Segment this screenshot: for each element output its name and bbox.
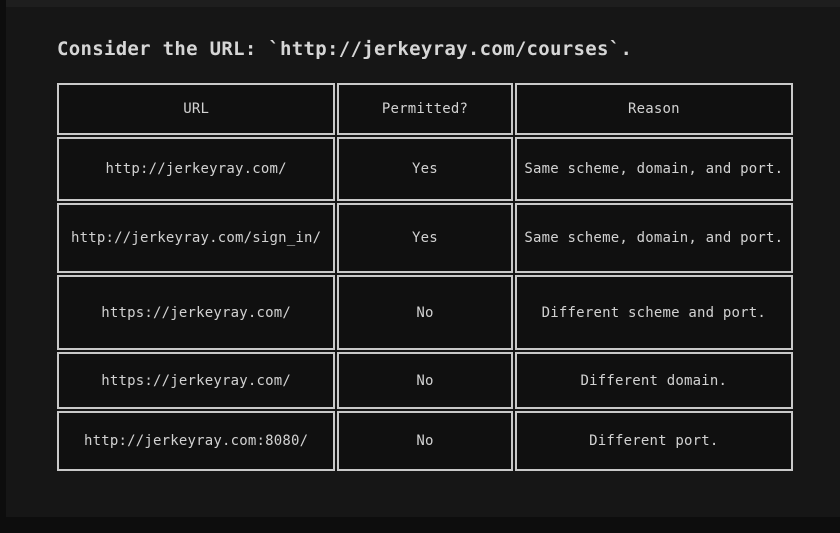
same-origin-table — [55, 81, 795, 473]
note-content — [6, 7, 840, 473]
url-cell: http://jerkeyray.com:8080/ — [57, 411, 335, 471]
url-cell: http://jerkeyray.com/ — [57, 137, 335, 201]
reason-cell: Different domain. — [515, 352, 793, 409]
url-cell: https://jerkeyray.com/ — [57, 275, 335, 350]
url-cell: http://jerkeyray.com/sign_in/ — [57, 203, 335, 273]
table-row — [57, 137, 793, 201]
top-edge-strip — [0, 0, 840, 7]
permitted-cell: No — [337, 275, 512, 350]
permitted-cell: No — [337, 411, 512, 471]
table-header-row — [57, 83, 793, 135]
url-cell: https://jerkeyray.com/ — [57, 352, 335, 409]
column-header-url: URL — [57, 83, 335, 135]
table-row — [57, 275, 793, 350]
table-row — [57, 352, 793, 409]
reason-cell: Different scheme and port. — [515, 275, 793, 350]
reason-cell: Same scheme, domain, and port. — [515, 203, 793, 273]
page-title: Consider the URL: `http://jerkeyray.com/courses`. — [57, 38, 633, 60]
permitted-cell: Yes — [337, 137, 512, 201]
table-row — [57, 411, 793, 471]
column-header-permitted: Permitted? — [337, 83, 512, 135]
permitted-cell: Yes — [337, 203, 512, 273]
table-row — [57, 203, 793, 273]
permitted-cell: No — [337, 352, 512, 409]
column-header-reason: Reason — [515, 83, 793, 135]
reason-cell: Different port. — [515, 411, 793, 471]
bottom-edge-strip — [0, 517, 840, 533]
reason-cell: Same scheme, domain, and port. — [515, 137, 793, 201]
